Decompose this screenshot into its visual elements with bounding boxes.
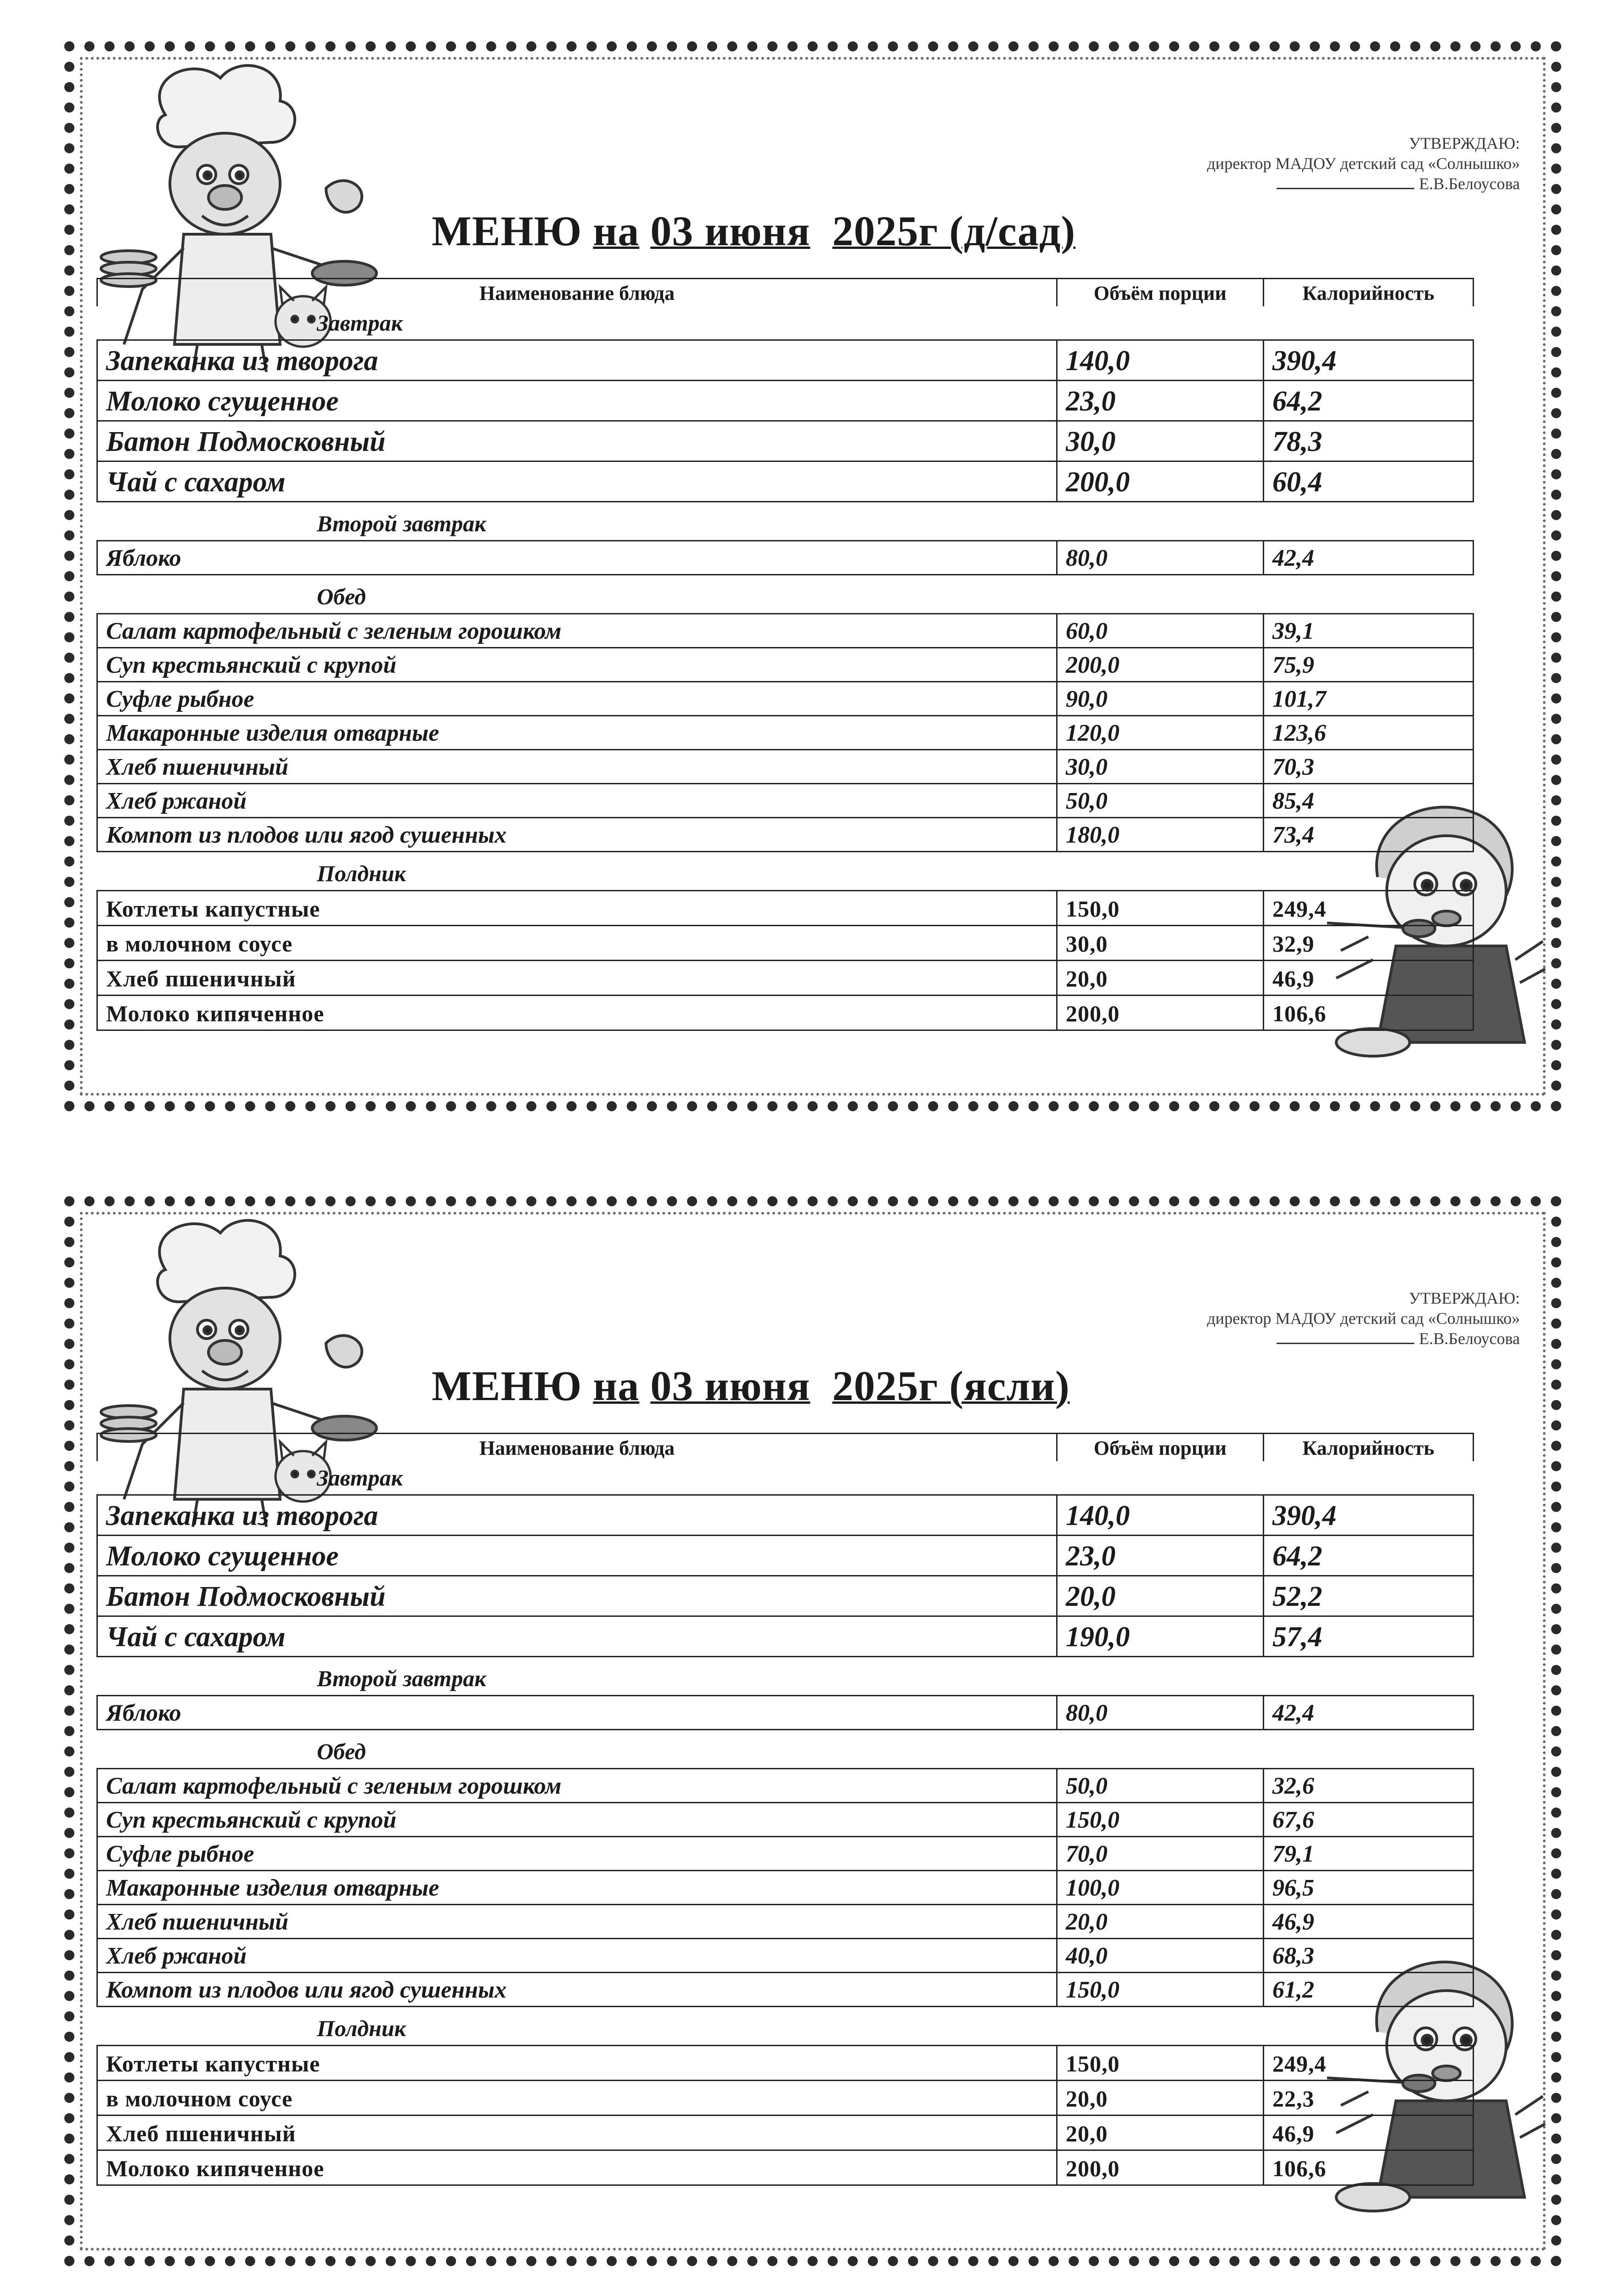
dish-name: Хлеб ржаной [96, 1938, 1056, 1972]
calories-value: 106,6 [1263, 995, 1474, 1030]
menu-item-row [96, 1535, 1474, 1575]
section-snack: Полдник [317, 861, 406, 886]
menu-item-row [96, 1938, 1474, 1972]
portion-size: 120,0 [1056, 715, 1263, 749]
calories-value: 390,4 [1263, 1494, 1474, 1535]
portion-size: 190,0 [1056, 1615, 1263, 1656]
dish-name: Суп крестьянский с крупой [96, 647, 1056, 681]
portion-size: 20,0 [1056, 2115, 1263, 2150]
dish-name: в молочном соусе [96, 2080, 1056, 2115]
calories-value: 75,9 [1263, 647, 1474, 681]
menu-item-row [96, 925, 1474, 960]
dish-name: Яблоко [96, 540, 1056, 574]
portion-size: 180,0 [1056, 817, 1263, 851]
table-header [96, 1433, 1474, 1461]
calories-value: 101,7 [1263, 681, 1474, 715]
menu-table [96, 1433, 1474, 2190]
menu-item-row [96, 890, 1474, 925]
dish-name: Молоко сгущенное [96, 380, 1056, 420]
calories-value: 57,4 [1263, 1615, 1474, 1656]
menu-item-row [96, 1802, 1474, 1836]
second-breakfast-group [96, 540, 1474, 575]
menu-item-row [96, 817, 1474, 851]
dish-name: Суфле рыбное [96, 1836, 1056, 1870]
calories-value: 68,3 [1263, 1938, 1474, 1972]
table-header [96, 278, 1474, 306]
dish-name: Чай с сахаром [96, 461, 1056, 501]
calories-value: 390,4 [1263, 339, 1474, 380]
portion-size: 200,0 [1056, 2150, 1263, 2184]
portion-size: 30,0 [1056, 925, 1263, 960]
dish-name: Суфле рыбное [96, 681, 1056, 715]
portion-size: 150,0 [1056, 2045, 1263, 2080]
approval-block [1207, 1288, 1520, 1349]
dish-name: Хлеб пшеничный [96, 2115, 1056, 2150]
section-breakfast: Завтрак [317, 310, 403, 336]
dish-name: Макаронные изделия отварные [96, 1870, 1056, 1904]
section-second-breakfast: Второй завтрак [317, 511, 486, 536]
portion-size: 70,0 [1056, 1836, 1263, 1870]
dish-name: в молочном соусе [96, 925, 1056, 960]
menu-item-row [96, 647, 1474, 681]
dish-name: Запеканка из творога [96, 339, 1056, 380]
approval-heading: УТВЕРЖДАЮ: [1408, 134, 1520, 152]
portion-size: 100,0 [1056, 1870, 1263, 1904]
menu-item-row [96, 2080, 1474, 2115]
calories-value: 249,4 [1263, 890, 1474, 925]
title-menu: МЕНЮ [432, 1362, 582, 1409]
menu-item-row [96, 960, 1474, 995]
calories-value: 46,9 [1263, 960, 1474, 995]
lunch-group [96, 613, 1474, 852]
calories-value: 60,4 [1263, 461, 1474, 501]
menu-item-row [96, 1494, 1474, 1535]
menu-item-row [96, 783, 1474, 817]
menu-item-row [96, 1575, 1474, 1615]
portion-size: 20,0 [1056, 1575, 1263, 1615]
calories-value: 106,6 [1263, 2150, 1474, 2184]
dish-name: Суп крестьянский с крупой [96, 1802, 1056, 1836]
calories-value: 78,3 [1263, 420, 1474, 461]
breakfast-group [96, 339, 1474, 502]
menu-table [96, 278, 1474, 1035]
portion-size: 40,0 [1056, 1938, 1263, 1972]
column-header-name: Наименование блюда [96, 1433, 1056, 1461]
approval-name: Е.В.Белоусова [1419, 1329, 1520, 1348]
portion-size: 50,0 [1056, 783, 1263, 817]
menu-item-row [96, 613, 1474, 647]
calories-value: 64,2 [1263, 380, 1474, 420]
dish-name: Хлеб пшеничный [96, 749, 1056, 783]
calories-value: 22,3 [1263, 2080, 1474, 2115]
calories-value: 42,4 [1263, 540, 1474, 574]
approval-block [1207, 133, 1520, 194]
signature-line [1277, 1330, 1414, 1344]
title-na: на [593, 1362, 640, 1409]
menu-item-row [96, 2115, 1474, 2150]
section-lunch: Обед [317, 584, 366, 609]
calories-value: 85,4 [1263, 783, 1474, 817]
calories-value: 123,6 [1263, 715, 1474, 749]
page-title [432, 1362, 1070, 1410]
dish-name: Компот из плодов или ягод сушенных [96, 1972, 1056, 2006]
dish-name: Компот из плодов или ягод сушенных [96, 817, 1056, 851]
column-header-calories: Калорийность [1263, 1433, 1474, 1461]
approval-name: Е.В.Белоусова [1419, 174, 1520, 193]
menu-item-row [96, 995, 1474, 1030]
calories-value: 32,6 [1263, 1768, 1474, 1802]
menu-item-row [96, 2150, 1474, 2184]
menu-sheet-nursery [64, 1196, 1561, 2266]
menu-item-row [96, 2045, 1474, 2080]
calories-value: 46,9 [1263, 2115, 1474, 2150]
section-second-breakfast: Второй завтрак [317, 1666, 486, 1691]
portion-size: 20,0 [1056, 2080, 1263, 2115]
calories-value: 79,1 [1263, 1836, 1474, 1870]
calories-value: 73,4 [1263, 817, 1474, 851]
menu-item-row [96, 1870, 1474, 1904]
portion-size: 20,0 [1056, 960, 1263, 995]
dish-name: Хлеб пшеничный [96, 960, 1056, 995]
portion-size: 200,0 [1056, 461, 1263, 501]
calories-value: 52,2 [1263, 1575, 1474, 1615]
menu-item-row [96, 749, 1474, 783]
portion-size: 23,0 [1056, 380, 1263, 420]
calories-value: 67,6 [1263, 1802, 1474, 1836]
column-header-portion: Объём порции [1056, 278, 1263, 306]
menu-item-row [96, 681, 1474, 715]
dish-name: Макаронные изделия отварные [96, 715, 1056, 749]
calories-value: 32,9 [1263, 925, 1474, 960]
portion-size: 50,0 [1056, 1768, 1263, 1802]
menu-item-row [96, 339, 1474, 380]
dish-name: Котлеты капустные [96, 890, 1056, 925]
second-breakfast-group [96, 1695, 1474, 1730]
dish-name: Молоко сгущенное [96, 1535, 1056, 1575]
approval-position: директор МАДОУ детский сад «Солнышко» [1207, 1309, 1520, 1328]
snack-group [96, 890, 1474, 1031]
section-breakfast: Завтрак [317, 1465, 403, 1491]
portion-size: 23,0 [1056, 1535, 1263, 1575]
approval-heading: УТВЕРЖДАЮ: [1408, 1289, 1520, 1307]
calories-value: 96,5 [1263, 1870, 1474, 1904]
dish-name: Котлеты капустные [96, 2045, 1056, 2080]
menu-sheet-kindergarten [64, 41, 1561, 1111]
portion-size: 150,0 [1056, 1802, 1263, 1836]
dish-name: Чай с сахаром [96, 1615, 1056, 1656]
menu-item-row [96, 1695, 1474, 1729]
lunch-group [96, 1768, 1474, 2007]
title-year: 2025г (д/сад) [832, 208, 1076, 254]
dish-name: Хлеб пшеничный [96, 1904, 1056, 1938]
menu-item-row [96, 380, 1474, 420]
dish-name: Хлеб ржаной [96, 783, 1056, 817]
calories-value: 70,3 [1263, 749, 1474, 783]
dish-name: Салат картофельный с зеленым горошком [96, 1768, 1056, 1802]
portion-size: 60,0 [1056, 613, 1263, 647]
portion-size: 150,0 [1056, 890, 1263, 925]
calories-value: 249,4 [1263, 2045, 1474, 2080]
portion-size: 30,0 [1056, 420, 1263, 461]
title-date: 03 июня [650, 1362, 810, 1409]
calories-value: 64,2 [1263, 1535, 1474, 1575]
menu-item-row [96, 461, 1474, 501]
menu-item-row [96, 1615, 1474, 1656]
title-menu: МЕНЮ [432, 208, 582, 254]
title-date: 03 июня [650, 208, 810, 254]
portion-size: 80,0 [1056, 1695, 1263, 1729]
menu-item-row [96, 1972, 1474, 2006]
dish-name: Батон Подмосковный [96, 420, 1056, 461]
portion-size: 20,0 [1056, 1904, 1263, 1938]
dish-name: Батон Подмосковный [96, 1575, 1056, 1615]
portion-size: 200,0 [1056, 995, 1263, 1030]
dish-name: Молоко кипяченное [96, 2150, 1056, 2184]
snack-group [96, 2045, 1474, 2186]
title-year: 2025г (ясли) [832, 1362, 1070, 1409]
portion-size: 150,0 [1056, 1972, 1263, 2006]
signature-line [1277, 175, 1414, 189]
portion-size: 90,0 [1056, 681, 1263, 715]
calories-value: 61,2 [1263, 1972, 1474, 2006]
dish-name: Молоко кипяченное [96, 995, 1056, 1030]
dish-name: Яблоко [96, 1695, 1056, 1729]
section-snack: Полдник [317, 2015, 406, 2041]
menu-item-row [96, 1768, 1474, 1802]
menu-item-row [96, 715, 1474, 749]
menu-item-row [96, 1836, 1474, 1870]
calories-value: 42,4 [1263, 1695, 1474, 1729]
portion-size: 80,0 [1056, 540, 1263, 574]
calories-value: 39,1 [1263, 613, 1474, 647]
menu-item-row [96, 1904, 1474, 1938]
portion-size: 140,0 [1056, 1494, 1263, 1535]
portion-size: 30,0 [1056, 749, 1263, 783]
column-header-portion: Объём порции [1056, 1433, 1263, 1461]
column-header-name: Наименование блюда [96, 278, 1056, 306]
menu-item-row [96, 420, 1474, 461]
approval-position: директор МАДОУ детский сад «Солнышко» [1207, 154, 1520, 173]
menu-item-row [96, 540, 1474, 574]
breakfast-group [96, 1494, 1474, 1657]
portion-size: 140,0 [1056, 339, 1263, 380]
calories-value: 46,9 [1263, 1904, 1474, 1938]
dish-name: Запеканка из творога [96, 1494, 1056, 1535]
portion-size: 200,0 [1056, 647, 1263, 681]
title-na: на [593, 208, 640, 254]
section-lunch: Обед [317, 1739, 366, 1764]
column-header-calories: Калорийность [1263, 278, 1474, 306]
dish-name: Салат картофельный с зеленым горошком [96, 613, 1056, 647]
page-title [432, 207, 1075, 255]
